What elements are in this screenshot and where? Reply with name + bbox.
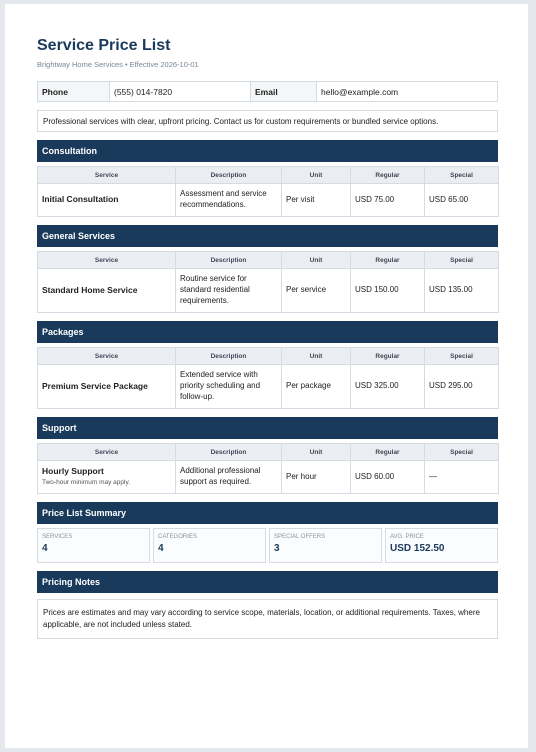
service-description: Extended service with priority scheduling and follow-up. [176,365,282,409]
service-description: Assessment and service recommendations. [176,184,282,217]
service-special: USD 65.00 [425,184,499,217]
summary-services-value: 4 [42,543,48,554]
column-header-special: Special [425,348,499,365]
column-header-description: Description [176,167,282,184]
email-label: Email [251,82,317,101]
price-table [37,251,499,313]
table-header-row [38,444,499,461]
service-name-cell [38,365,176,409]
summary-avg-label: AVG. PRICE [390,534,424,540]
price-table [37,166,499,217]
price-table [37,347,499,409]
price-section [37,417,498,494]
service-special: USD 135.00 [425,269,499,313]
price-section [37,225,498,313]
service-unit: Per service [282,269,351,313]
price-table [37,443,499,494]
contact-row [37,81,498,102]
notes-section [37,571,498,639]
column-header-special: Special [425,444,499,461]
table-header-row [38,167,499,184]
price-sections [37,140,498,494]
column-header-service: Service [38,444,176,461]
notes-text: Prices are estimates and may vary according to service scope, materials, location, or additional requirements. Taxes, where applicable, are not included unless stated. [37,599,498,639]
service-name: Standard Home Service [42,284,138,295]
service-special: — [425,461,499,494]
service-name: Hourly Support [42,465,104,476]
column-header-unit: Unit [282,444,351,461]
service-description: Additional professional support as required. [176,461,282,494]
service-regular: USD 325.00 [351,365,425,409]
table-row [38,269,499,313]
column-header-regular: Regular [351,167,425,184]
document-page [5,4,528,748]
phone-label: Phone [38,82,110,101]
notes-header: Pricing Notes [37,571,498,593]
section-header: General Services [37,225,498,247]
service-description: Routine service for standard residential requirements. [176,269,282,313]
service-name-cell [38,269,176,313]
column-header-special: Special [425,167,499,184]
service-regular: USD 60.00 [351,461,425,494]
service-name: Initial Consultation [42,194,119,205]
column-header-unit: Unit [282,167,351,184]
column-header-service: Service [38,252,176,269]
summary-header: Price List Summary [37,502,498,524]
service-name-cell [38,461,176,494]
summary-section [37,502,498,563]
column-header-unit: Unit [282,252,351,269]
column-header-description: Description [176,252,282,269]
summary-avg-value: USD 152.50 [390,543,445,554]
column-header-description: Description [176,444,282,461]
table-row [38,365,499,409]
table-header-row [38,348,499,365]
column-header-regular: Regular [351,252,425,269]
service-unit: Per hour [282,461,351,494]
intro-text: Professional services with clear, upfront pricing. Contact us for custom requirements or bundled service options. [37,110,498,132]
summary-categories [153,528,266,563]
table-row [38,461,499,494]
column-header-regular: Regular [351,348,425,365]
summary-services [37,528,150,563]
service-unit: Per package [282,365,351,409]
summary-offers-label: SPECIAL OFFERS [274,534,326,540]
column-header-regular: Regular [351,444,425,461]
section-header: Packages [37,321,498,343]
summary-boxes [37,528,498,563]
service-unit: Per visit [282,184,351,217]
summary-categories-label: CATEGORIES [158,534,197,540]
section-header: Consultation [37,140,498,162]
service-regular: USD 75.00 [351,184,425,217]
section-header: Support [37,417,498,439]
column-header-description: Description [176,348,282,365]
summary-services-label: SERVICES [42,534,73,540]
service-name: Premium Service Package [42,380,148,391]
summary-categories-value: 4 [158,543,164,554]
table-row [38,184,499,217]
document-content [37,36,498,639]
service-note: Two-hour minimum may apply. [42,479,131,487]
summary-offers [269,528,382,563]
column-header-service: Service [38,348,176,365]
column-header-special: Special [425,252,499,269]
service-regular: USD 150.00 [351,269,425,313]
column-header-service: Service [38,167,176,184]
phone-value: (555) 014-7820 [110,82,251,101]
service-special: USD 295.00 [425,365,499,409]
price-section [37,140,498,217]
email-value: hello@example.com [321,86,399,97]
column-header-unit: Unit [282,348,351,365]
page-subtitle: Brightway Home Services • Effective 2026-10-01 [37,60,199,69]
service-name-cell [38,184,176,217]
page-title: Service Price List [37,37,171,54]
table-header-row [38,252,499,269]
price-section [37,321,498,409]
summary-avg-price [385,528,498,563]
summary-offers-value: 3 [274,543,280,554]
